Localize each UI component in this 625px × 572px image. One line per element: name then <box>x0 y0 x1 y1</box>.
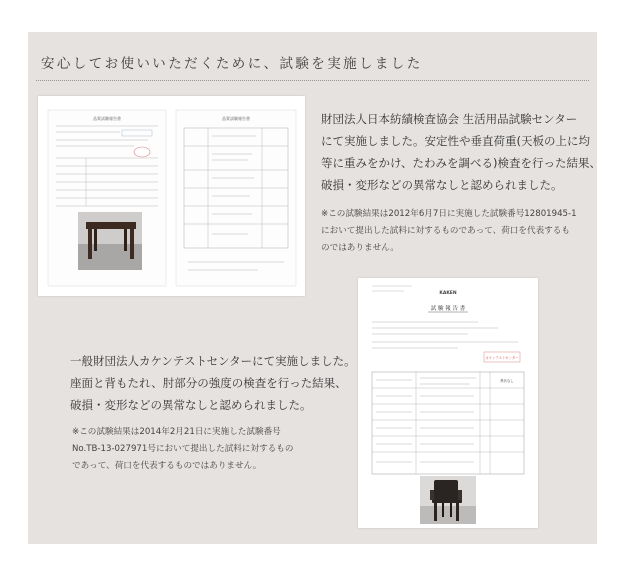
section1-line: にて実施しました。安定性や垂直荷重(天板の上に均 <box>321 134 590 148</box>
doc2-result-label: 異状なし <box>500 379 514 383</box>
section1-line: 破損・変形などの異常なしと認められました。 <box>321 178 563 192</box>
dotted-divider <box>36 80 589 81</box>
section2-note-line: であって、荷口を代表するものではありません。 <box>72 461 262 471</box>
section1-note <box>321 206 589 257</box>
test-report-chair-image <box>358 278 538 528</box>
test-report-chair-illustration <box>358 278 538 528</box>
doc1-page1-title: 品質試験報告書 <box>93 116 121 121</box>
section1-description <box>321 108 602 196</box>
section1-line: 等に重みをかけ、たわみを調べる)検査を行った結果、 <box>321 156 602 170</box>
section2-description <box>70 350 356 416</box>
doc2-brand: KAKEN <box>439 291 457 296</box>
content-panel <box>28 32 602 544</box>
test-report-table-image <box>38 96 305 296</box>
doc1-page2-title: 品質試験報告書 <box>222 116 250 121</box>
section1-note-line: のではありません。 <box>321 243 399 253</box>
section1-note-line: において提出した試料に対するものであって、荷口を代表するも <box>321 226 570 236</box>
doc2-title: 試 験 報 告 書 <box>430 306 466 312</box>
section1-line: 財団法人日本紡績検査協会 生活用品試験センター <box>321 112 578 126</box>
doc2-center-name: カケンテストセンター <box>485 356 519 360</box>
test-report-table-illustration <box>38 96 305 296</box>
section2-note-line: No.TB-13-027971号において提出した試料に対するもの <box>72 444 294 454</box>
section2-note <box>72 424 342 475</box>
section2-line: 破損・変形などの異常なしと認められました。 <box>70 398 312 412</box>
section2-line: 座面と背もたれ、肘部分の強度の検査を行った結果、 <box>70 376 347 390</box>
section-heading: 安心してお使いいただくために、試験を実施しました <box>41 56 423 72</box>
section1-note-line: ※この試験結果は2012年6月7日に実施した試験番号12801945-1 <box>321 209 577 219</box>
section2-note-line: ※この試験結果は2014年2月21日に実施した試験番号 <box>72 427 281 437</box>
section2-line: 一般財団法人カケンテストセンターにて実施しました。 <box>70 354 356 368</box>
